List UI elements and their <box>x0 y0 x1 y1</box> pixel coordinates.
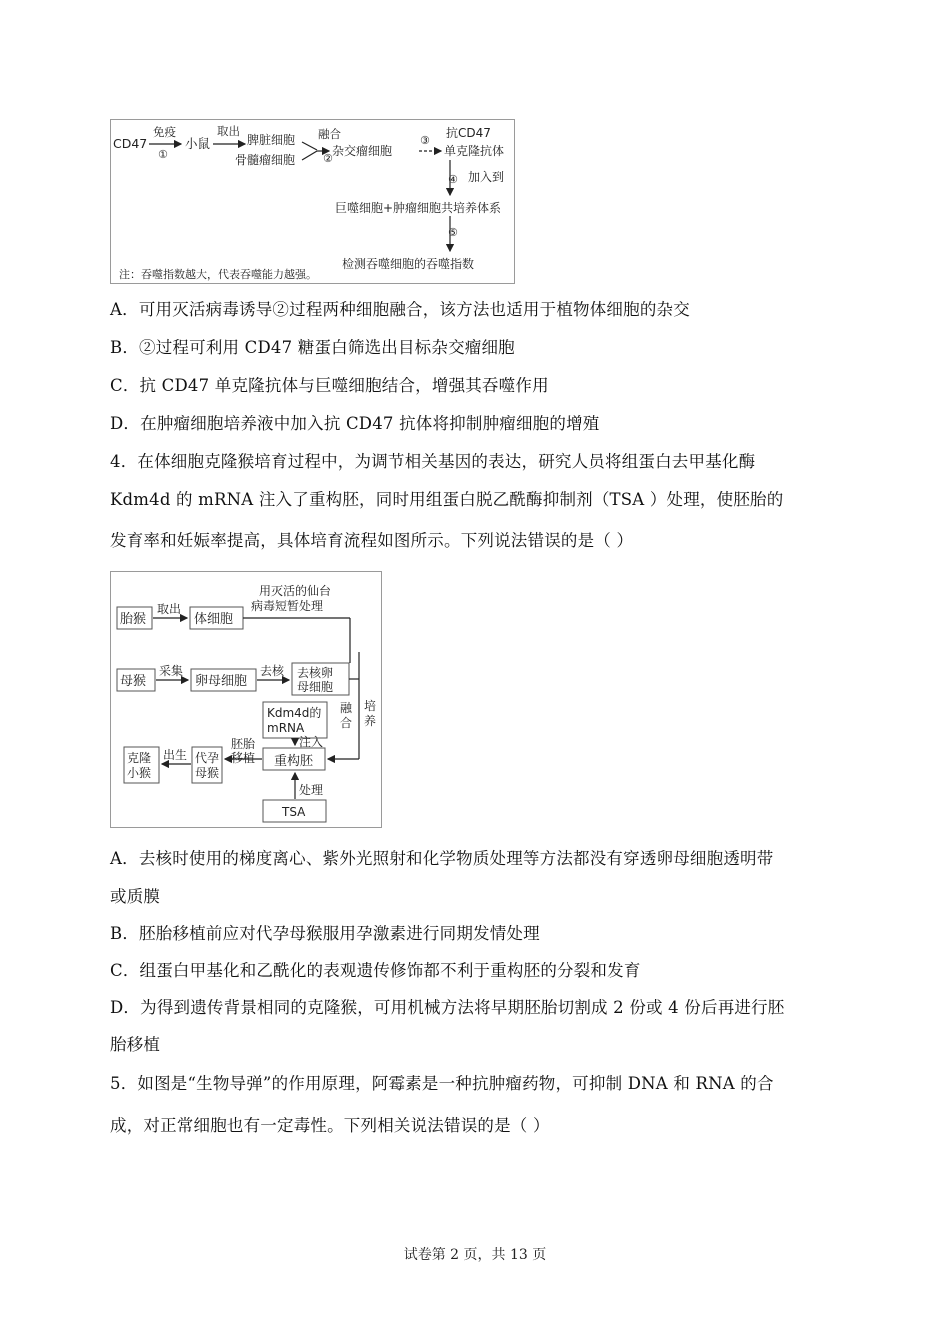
step5-label: ⑤ <box>448 226 458 239</box>
myeloma-cell-label: 骨髓瘤细胞 <box>235 153 296 167</box>
add-to-label: 加入到 <box>468 170 505 184</box>
immune-label: 免疫 <box>153 125 176 139</box>
surrogate-label-line2: 母猴 <box>195 766 220 780</box>
culture-label-line2: 养 <box>364 714 377 728</box>
kdm4d-label-line1: Kdm4d的 <box>267 706 322 720</box>
treat-label: 处理 <box>299 783 324 797</box>
cd47-label: CD47 <box>113 136 148 151</box>
culture-label-line1: 培 <box>364 699 377 713</box>
tsa-label: TSA <box>282 805 306 819</box>
virus-label-line1: 用灭活的仙台 <box>259 584 332 598</box>
transfer-label-line1: 胚胎 <box>231 737 256 751</box>
take-out-label: 取出 <box>157 602 182 616</box>
hybridoma-label: 杂交瘤细胞 <box>332 144 393 158</box>
reconstructed-embryo-label: 重构胚 <box>274 754 314 769</box>
spleen-cell-label: 脾脏细胞 <box>247 133 296 147</box>
q4-option-a-line2: 或质膜 <box>110 887 161 906</box>
surrogate-label-line1: 代孕 <box>195 751 220 765</box>
q4-stem-line2: Kdm4d 的 mRNA 注入了重构胚，同时用组蛋白脱乙酰酶抑制剂（TSA ）处理，使胚胎的 <box>110 490 784 509</box>
enucleated-label-line2: 母细胞 <box>297 680 334 694</box>
fetal-monkey-label: 胎猴 <box>120 612 147 627</box>
birth-label: 出生 <box>163 748 188 762</box>
figure-note: 注：吞噬指数越大，代表吞噬能力越强。 <box>119 268 317 281</box>
take-out-label: 取出 <box>217 124 240 138</box>
enucleate-label: 去核 <box>260 664 285 678</box>
kdm4d-label-line2: mRNA <box>267 721 305 735</box>
figure-monoclonal-antibody-flowchart <box>110 119 515 284</box>
transfer-label-line2: 移植 <box>231 751 256 765</box>
q3-option-b: B．②过程可利用 CD47 糖蛋白筛选出目标杂交瘤细胞 <box>110 338 515 357</box>
q4-option-d-line2: 胎移植 <box>110 1035 161 1054</box>
fusion-label-line2: 合 <box>340 716 353 730</box>
somatic-cell-label: 体细胞 <box>194 612 234 627</box>
coculture-label: 巨噬细胞+肿瘤细胞共培养体系 <box>335 201 502 215</box>
q5-stem-line1: 5．如图是“生物导弹”的作用原理，阿霉素是一种抗肿瘤药物，可抑制 DNA 和 RNA 的合 <box>110 1074 774 1093</box>
oocyte-label: 卵母细胞 <box>195 674 248 689</box>
clone-label-line1: 克隆 <box>127 751 152 765</box>
figure-clone-monkey-flowchart <box>110 571 382 828</box>
q4-option-d-line1: D．为得到遗传背景相同的克隆猴，可用机械方法将早期胚胎切割成 2 份或 4 份后再进行胚 <box>110 998 785 1017</box>
collect-label: 采集 <box>159 664 184 678</box>
mab-label: 单克隆抗体 <box>444 144 505 158</box>
inject-label: 注入 <box>299 735 324 749</box>
q5-stem-line2: 成，对正常细胞也有一定毒性。下列相关说法错误的是（ ） <box>110 1116 550 1135</box>
step3-label: ③ <box>420 134 430 147</box>
q4-option-b: B．胚胎移植前应对代孕母猴服用孕激素进行同期发情处理 <box>110 924 540 943</box>
mouse-label: 小鼠 <box>185 136 211 151</box>
q4-option-a-line1: A．去核时使用的梯度离心、紫外光照射和化学物质处理等方法都没有穿透卵母细胞透明带 <box>110 849 774 868</box>
fusion-label-line1: 融 <box>340 701 353 715</box>
q3-option-c: C．抗 CD47 单克隆抗体与巨噬细胞结合，增强其吞噬作用 <box>110 376 549 395</box>
q3-option-d: D．在肿瘤细胞培养液中加入抗 CD47 抗体将抑制肿瘤细胞的增殖 <box>110 414 600 433</box>
virus-label-line2: 病毒短暂处理 <box>251 599 324 613</box>
q3-option-a: A．可用灭活病毒诱导②过程两种细胞融合，该方法也适用于植物体细胞的杂交 <box>110 300 690 319</box>
mother-monkey-label: 母猴 <box>120 674 147 689</box>
step4-label: ④ <box>448 173 458 186</box>
q4-option-c: C．组蛋白甲基化和乙酰化的表观遗传修饰都不利于重构胚的分裂和发育 <box>110 961 641 980</box>
clone-label-line2: 小猴 <box>127 766 152 780</box>
page-footer: 试卷第 2 页，共 13 页 <box>403 1247 547 1263</box>
step1-label: ① <box>158 148 168 161</box>
q4-stem-line3: 发育率和妊娠率提高，具体培育流程如图所示。下列说法错误的是（ ） <box>110 531 634 550</box>
fusion-label: 融合 <box>318 127 341 141</box>
step2-label: ② <box>323 152 333 165</box>
anti-cd47-label: 抗CD47 <box>446 126 491 140</box>
enucleated-label-line1: 去核卵 <box>297 666 334 680</box>
detect-label: 检测吞噬细胞的吞噬指数 <box>342 257 475 271</box>
q4-stem-line1: 4．在体细胞克隆猴培育过程中，为调节相关基因的表达，研究人员将组蛋白去甲基化酶 <box>110 452 756 471</box>
